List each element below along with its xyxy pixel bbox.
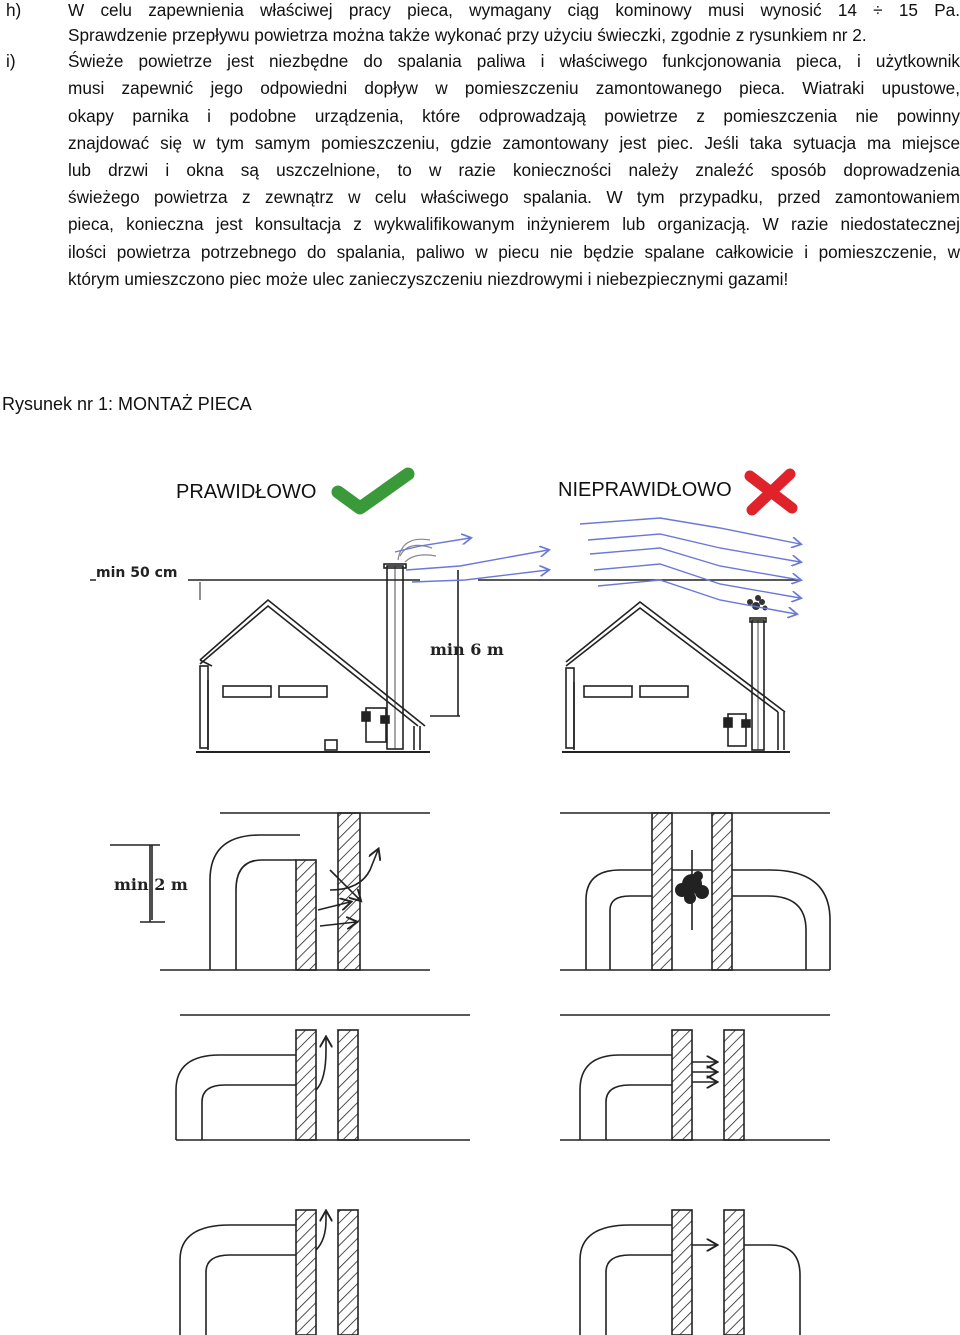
installation-figure <box>0 430 960 1335</box>
wind-lines-correct <box>395 538 548 582</box>
dimension-min-50cm <box>96 562 188 582</box>
text-line: którym umieszczono piec może ulec zanieczyszczeniu niezdrowymi i niebezpiecznymi gazami! <box>68 269 789 289</box>
list-marker-i: i) <box>6 51 16 71</box>
text-line: pieca, konieczna jest konsultacja z wykwalifikowanym inżynierem lub organizacją. W razie niedostatecznej <box>68 214 960 234</box>
text-line: musi zapewnić jego odpowiedni dopływ w pomieszczeniu zamontowanego pieca. Wiatraki upustowe, <box>68 78 960 98</box>
diagram-row4-correct <box>180 1210 358 1335</box>
wind-lines-incorrect <box>580 518 800 614</box>
diagram-row4-incorrect <box>580 1210 800 1335</box>
label-min-6m: min 6 m <box>430 640 504 659</box>
text-line: Świeże powietrze jest niezbędne do spalania paliwa i właściwego funkcjonowania pieca, i użytkownik <box>68 51 960 71</box>
text-line: lub drzwi i okna są uszczelnione, to w razie konieczności należy znaleźć sposób doprowadzenia <box>68 160 960 180</box>
diagram-row3-incorrect <box>560 1015 830 1140</box>
label-correct: PRAWIDŁOWO <box>176 481 317 503</box>
text-line: znajdować się w tym samym pomieszczeniu, gdzie zamontowany jest piec. Jeśli taka sytuacja ma miejsce <box>68 133 960 153</box>
collision-burst <box>675 871 709 904</box>
list-marker-h: h) <box>6 0 22 20</box>
text-line: okapy parnika i podobne urządzenia, które odprowadzają powietrze z pomieszczenia nie powinny <box>68 106 960 126</box>
red-x-icon <box>750 474 792 510</box>
text-line: Sprawdzenie przepływu powietrza można także wykonać przy użyciu świeczki, zgodnie z rysunkiem nr 2. <box>68 25 867 45</box>
diagram-row3-correct <box>176 1015 470 1140</box>
figure-caption: Rysunek nr 1: MONTAŻ PIECA <box>2 394 252 414</box>
label-min-2m: min 2 m <box>114 875 188 894</box>
label-incorrect: NIEPRAWIDŁOWO <box>558 479 732 501</box>
label-min-50cm: min 50 cm <box>96 565 178 581</box>
text-line: świeżego powietrza z zewnątrz w celu właściwego spalania. W tym przypadku, przed zamontowaniem <box>68 187 960 207</box>
text-line: ilości powietrza potrzebnego do spalania, paliwo w piecu nie będzie spalane całkowicie i pomieszczenie, w <box>68 242 960 262</box>
green-checkmark-icon <box>338 474 408 508</box>
text-line: W celu zapewnienia właściwej pracy pieca, wymagany ciąg kominowy musi wynosić 14 ÷ 15 Pa. <box>68 0 960 20</box>
